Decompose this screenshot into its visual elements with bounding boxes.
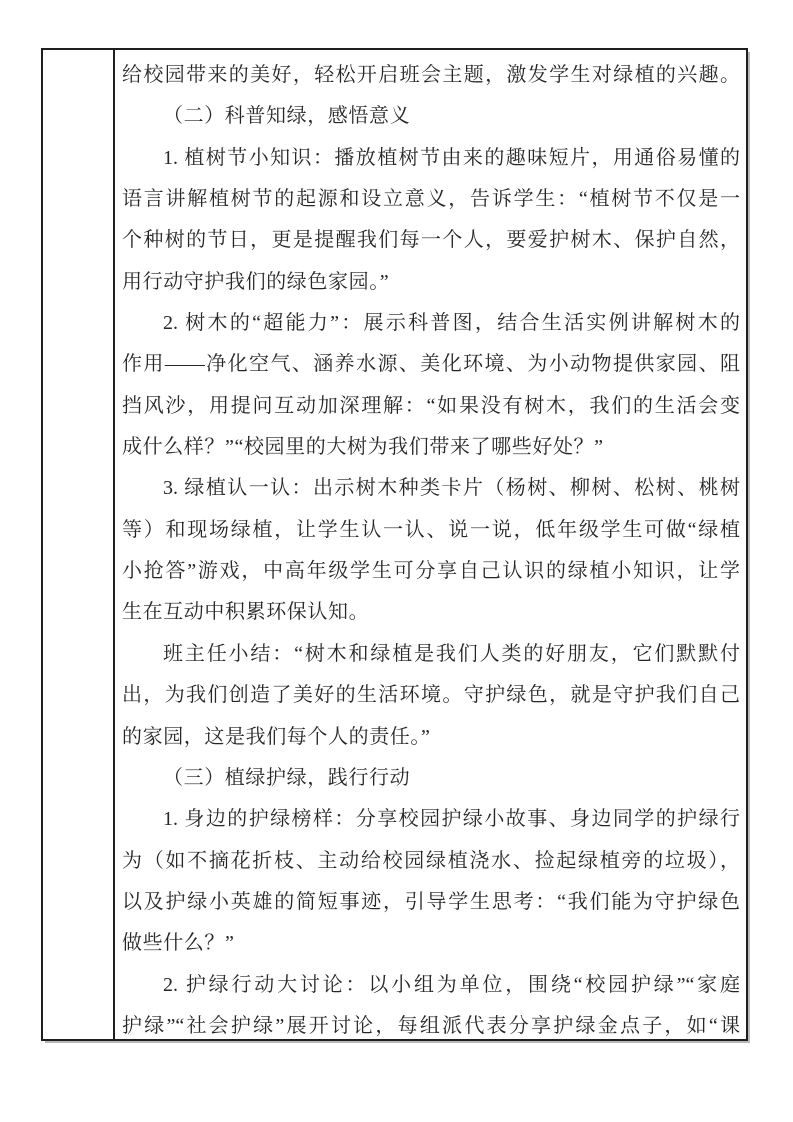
text-line: 班主任小结：“树木和绿植是我们人类的好朋友，它们默默付 [163,642,740,665]
text-line: 1. 植树节小知识：播放植树节由来的趣味短片，用通俗易懂的 [163,146,740,169]
text-line: 个种树的节日，更是提醒我们每一个人，要爱护树木、保护自然， [122,229,740,252]
text-line: 1. 身边的护绿榜样：分享校园护绿小故事、身边同学的护绿行 [163,808,740,831]
text-line: 成什么样？”“校园里的大树为我们带来了哪些好处？” [122,436,604,459]
text-line: 生在互动中积累环保认知。 [122,601,370,624]
text-line: 做些什么？” [122,932,235,955]
text-line: 出，为我们创造了美好的生活环境。守护绿色，就是守护我们自己 [122,684,740,707]
text-line: （三）植绿护绿，践行行动 [163,766,411,789]
text-line: 用行动守护我们的绿色家园。” [122,270,390,293]
text-line: 作用——净化空气、涵养水源、美化环境、为小动物提供家园、阻 [122,353,740,376]
text-line: （二）科普知绿，感悟意义 [163,105,411,128]
text-line: 为（如不摘花折枝、主动给校园绿植浇水、捡起绿植旁的垃圾）， [122,849,740,872]
text-line: 小抢答”游戏，中高年级学生可分享自己认识的绿植小知识，让学 [122,560,740,583]
text-line: 2. 树木的“超能力”：展示科普图，结合生活实例讲解树木的 [163,312,740,335]
text-line: 的家园，这是我们每个人的责任。” [122,725,431,748]
lesson-plan-table [41,48,748,1041]
text-line: 语言讲解植树节的起源和设立意义，告诉学生：“植树节不仅是一 [122,188,740,211]
text-line: 护绿”“社会护绿”展开讨论，每组派代表分享护绿金点子，如“课 [122,1014,740,1037]
table-content-cell [115,50,746,1039]
text-line: 2. 护绿行动大讨论：以小组为单位，围绕“校园护绿”“家庭 [163,973,740,996]
text-line: 等）和现场绿植，让学生认一认、说一说，低年级学生可做“绿植 [122,518,740,541]
text-line: 3. 绿植认一认：出示树木种类卡片（杨树、柳树、松树、桃树 [163,477,740,500]
table-label-cell [43,50,115,1039]
text-line: 给校园带来的美好，轻松开启班会主题，激发学生对绿植的兴趣。 [122,64,740,86]
text-line: 以及护绿小英雄的简短事迹，引导学生思考：“我们能为守护绿色 [122,890,740,913]
text-line: 挡风沙，用提问互动加深理解：“如果没有树木，我们的生活会变 [122,394,740,417]
